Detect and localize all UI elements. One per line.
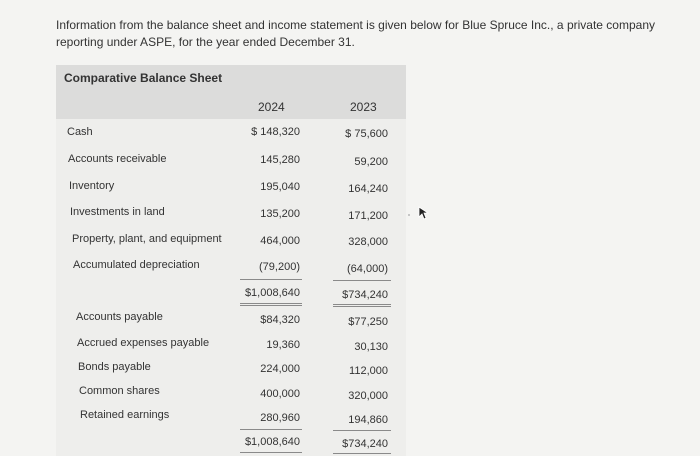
cell-cash-2023: $ 75,600 — [345, 128, 388, 140]
cell-inventory-2024: 195,040 — [260, 181, 300, 193]
final-rule-2024 — [240, 452, 302, 453]
total-liabilities-equity-2023: $734,240 — [342, 438, 388, 450]
cell-accounts-payable-2024: $84,320 — [260, 314, 300, 326]
cell-accumulated-depreciation-2024: (79,200) — [259, 261, 300, 273]
total-double-rule-2024 — [240, 305, 302, 306]
column-header-2024: 2024 — [258, 100, 285, 114]
mouse-pointer-icon — [418, 206, 430, 220]
cell-common-shares-2024: 400,000 — [260, 388, 300, 400]
cell-investments-in-land-2024: 135,200 — [260, 208, 300, 220]
cell-retained-earnings-2023: 194,860 — [348, 414, 388, 426]
row-label-retained-earnings: Retained earnings — [80, 409, 170, 421]
cell-accounts-receivable-2023: 59,200 — [354, 156, 388, 168]
row-label-accounts-payable: Accounts payable — [76, 311, 163, 323]
cell-accrued-expenses-payable-2023: 30,130 — [354, 341, 388, 353]
cell-common-shares-2023: 320,000 — [348, 390, 388, 402]
cell-investments-in-land-2023: 171,200 — [348, 210, 388, 222]
row-label-bonds-payable: Bonds payable — [78, 361, 151, 373]
stray-dot — [408, 214, 410, 216]
cell-accounts-receivable-2024: 145,280 — [260, 154, 300, 166]
row-label-inventory: Inventory — [69, 180, 115, 192]
subtotal-rule-2024 — [240, 279, 302, 280]
column-header-2023: 2023 — [350, 100, 377, 114]
total-liabilities-equity-2024: $1,008,640 — [244, 436, 300, 448]
cell-bonds-payable-2024: 224,000 — [260, 363, 300, 375]
row-label-investments-in-land: Investments in land — [70, 206, 165, 218]
row-label-accrued-expenses-payable: Accrued expenses payable — [77, 337, 210, 349]
cell-ppe-2024: 464,000 — [260, 235, 300, 247]
liabilities-subtotal-rule-2023 — [333, 430, 391, 431]
cell-inventory-2023: 164,240 — [348, 183, 388, 195]
row-label-ppe: Property, plant, and equipment — [72, 233, 222, 245]
row-label-accumulated-depreciation: Accumulated depreciation — [73, 259, 200, 271]
cell-ppe-2023: 328,000 — [348, 236, 388, 248]
intro-text: Information from the balance sheet and income statement is given below for Blue Spruce Inc., a private company reporting under ASPE, for the year ended December 31. — [56, 18, 655, 49]
total-assets-2024: $1,008,640 — [244, 287, 300, 299]
cell-cash-2024: $ 148,320 — [251, 126, 300, 138]
row-label-common-shares: Common shares — [79, 385, 160, 397]
total-double-rule-2023 — [333, 306, 391, 307]
cell-accrued-expenses-payable-2024: 19,360 — [266, 339, 300, 351]
total-rule-2024 — [240, 303, 302, 304]
final-rule-2023 — [333, 453, 391, 454]
total-rule-2023 — [333, 304, 391, 305]
row-label-accounts-receivable: Accounts receivable — [68, 153, 167, 165]
cell-accumulated-depreciation-2023: (64,000) — [347, 263, 388, 275]
cell-accounts-payable-2023: $77,250 — [348, 316, 388, 328]
row-label-cash: Cash — [67, 126, 93, 138]
total-assets-2023: $734,240 — [342, 289, 388, 301]
subtotal-rule-2023 — [333, 280, 391, 281]
cell-retained-earnings-2024: 280,960 — [260, 412, 300, 424]
liabilities-subtotal-rule-2024 — [240, 429, 302, 430]
table-title: Comparative Balance Sheet — [64, 71, 223, 85]
cell-bonds-payable-2023: 112,000 — [349, 365, 388, 377]
